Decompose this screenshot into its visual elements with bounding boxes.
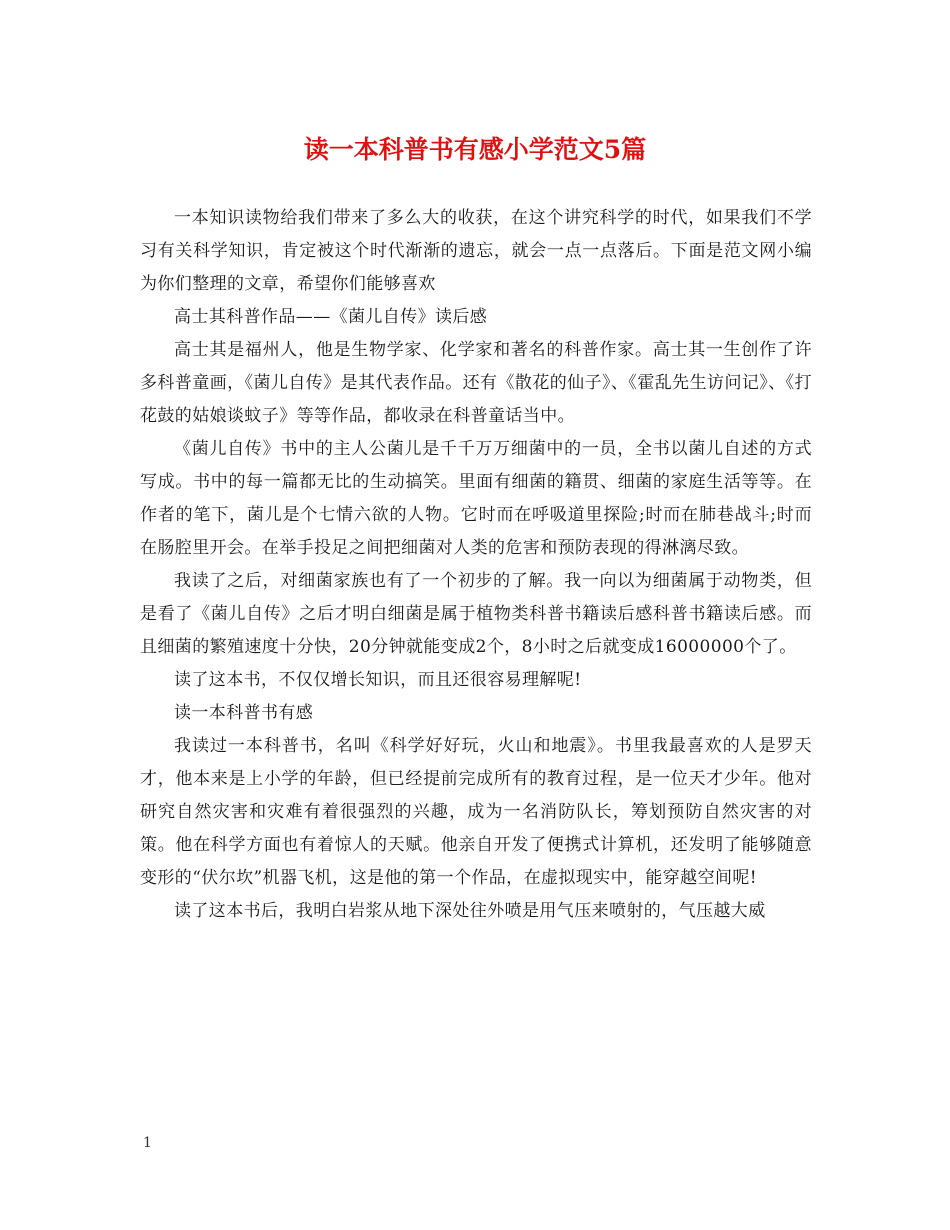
paragraph: 我读过一本科普书，名叫《科学好好玩，火山和地震》。书里我最喜欢的人是罗天才，他本来是上小学的年龄，但已经提前完成所有的教育过程，是一位天才少年。他对研究自然灾害和灾难有着很强烈的兴趣，成为一名消防队长，筹划预防自然灾害的对策。他在科学方面也有着惊人的天赋。他亲自开发了便携式计算机，还发明了能够随意变形的“伏尔坎”机器飞机，这是他的第一个作品，在虚拟现实中，能穿越空间呢!	[140, 736, 812, 888]
article-body	[140, 202, 812, 928]
paragraph: 读了这本书，不仅仅增长知识，而且还很容易理解呢!	[174, 670, 582, 690]
section-heading-1: 高士其科普作品——《菌儿自传》读后感	[174, 307, 488, 327]
page-number: 1	[143, 1135, 152, 1151]
paragraph-intro: 一本知识读物给我们带来了多么大的收获，在这个讲究科学的时代，如果我们不学习有关科学知识，肯定被这个时代渐渐的遗忘，就会一点一点落后。下面是范文网小编为你们整理的文章，希望你们能够喜欢	[140, 208, 812, 294]
page-title: 读一本科普书有感小学范文5篇	[303, 135, 647, 164]
section-heading-2: 读一本科普书有感	[174, 703, 314, 723]
paragraph: 读了这本书后，我明白岩浆从地下深处往外喷是用气压来喷射的，气压越大威	[174, 901, 766, 921]
paragraph: 《菌儿自传》书中的主人公菌儿是千千万万细菌中的一员，全书以菌儿自述的方式写成。书中的每一篇都无比的生动搞笑。里面有细菌的籍贯、细菌的家庭生活等等。在作者的笔下，菌儿是个七情六欲的人物。它时而在呼吸道里探险;时而在肺巷战斗;时而在肠腔里开会。在举手投足之间把细菌对人类的危害和预防表现的得淋漓尽致。	[140, 439, 812, 558]
paragraph: 我读了之后，对细菌家族也有了一个初步的了解。我一向以为细菌属于动物类，但是看了《菌儿自传》之后才明白细菌是属于植物类科普书籍读后感科普书籍读后感。而且细菌的繁殖速度十分快，20分钟就能变成2个，8小时之后就变成16000000个了。	[140, 571, 812, 657]
paragraph: 高士其是福州人，他是生物学家、化学家和著名的科普作家。高士其一生创作了许多科普童画，《菌儿自传》是其代表作品。还有《散花的仙子》、《霍乱先生访问记》、《打花鼓的姑娘谈蚊子》等等作品，都收录在科普童话当中。	[140, 340, 812, 426]
